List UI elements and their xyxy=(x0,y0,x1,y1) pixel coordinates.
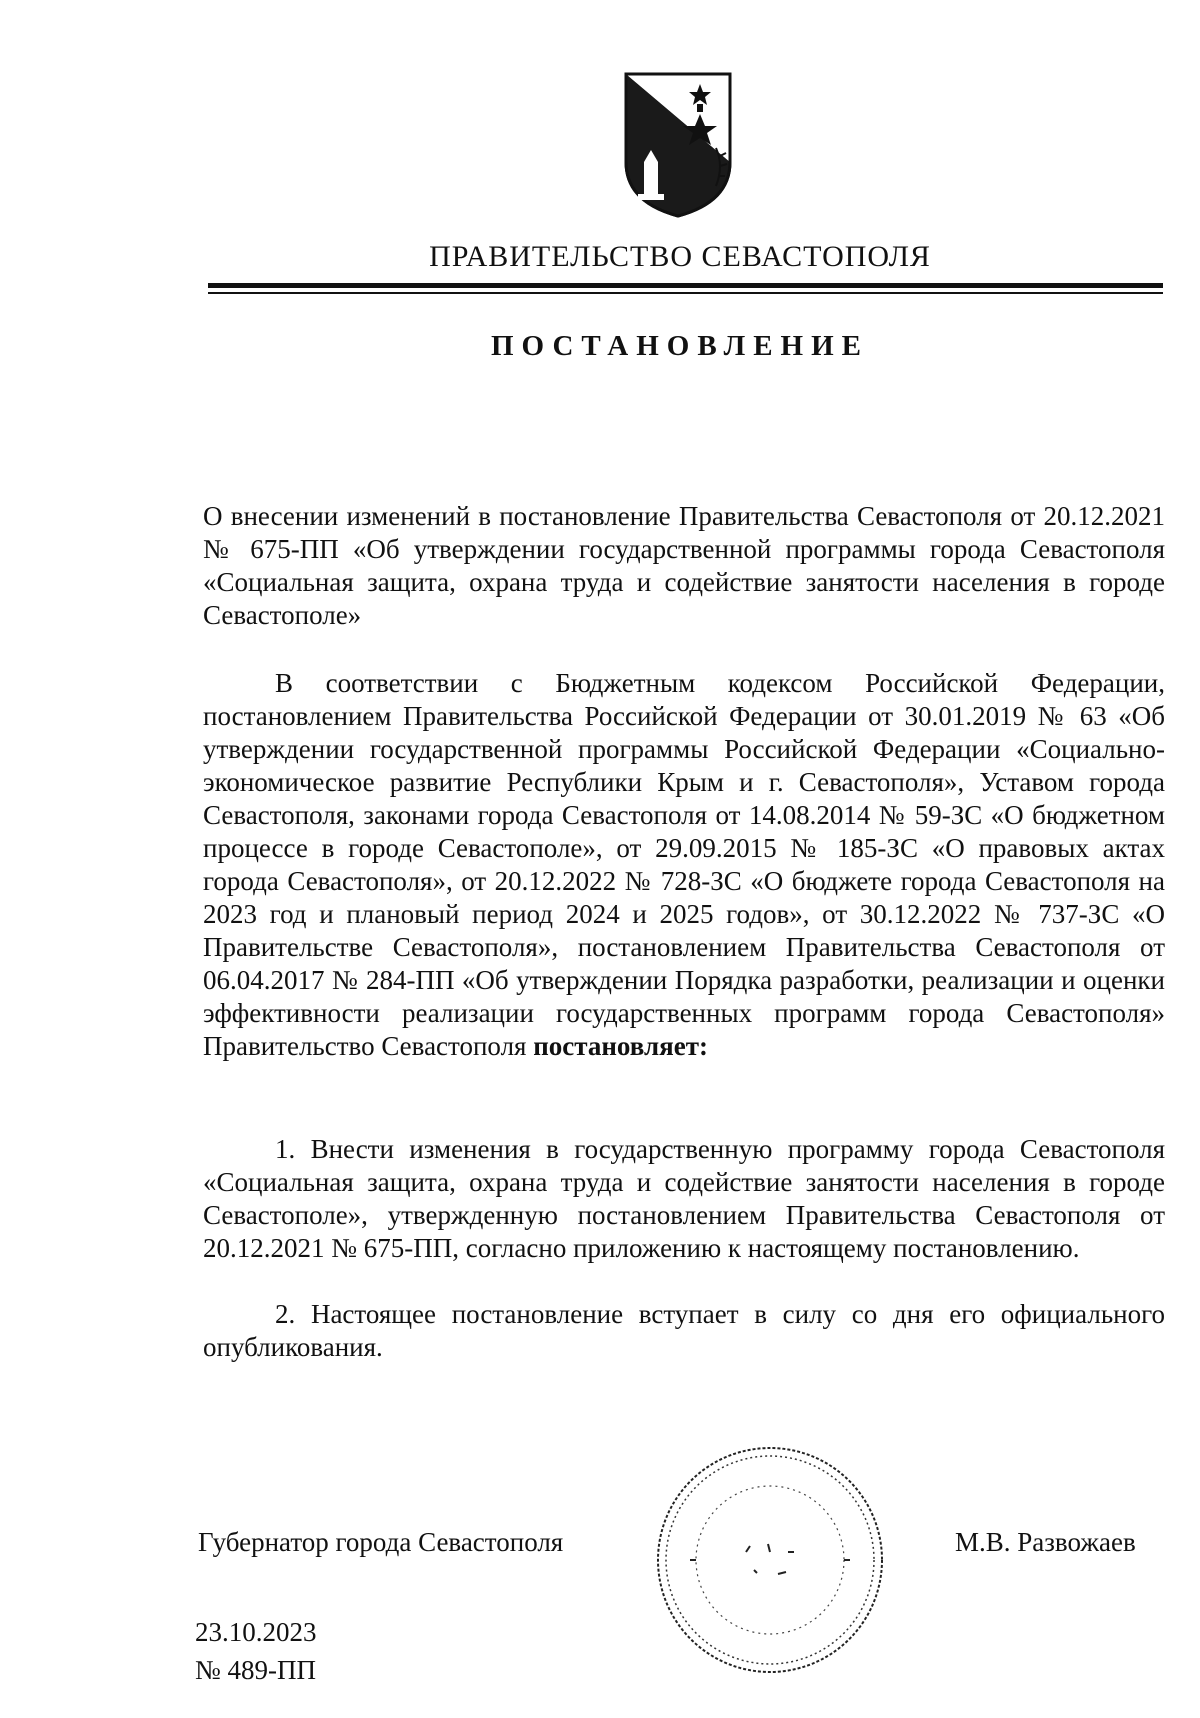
list-item: 2. Настоящее постановление вступает в силу со дня его официального опубликования. xyxy=(203,1299,1165,1362)
header-rule-thin xyxy=(208,292,1163,294)
document-subject: О внесении изменений в постановление Правительства Севастополя от 20.12.2021 № 675-ПП «Об утверждении государственной программы города Севастополя «Социальная защита, охрана труда и содействие занятости населения в городе Севастополе» xyxy=(203,501,1165,630)
official-seal-icon xyxy=(650,1440,890,1680)
document-date: 23.10.2023 xyxy=(195,1617,317,1647)
document-number: № 489-ПП xyxy=(195,1655,316,1685)
signatory-name: М.В. Развожаев xyxy=(955,1527,1136,1557)
decree-word: постановляет: xyxy=(533,1031,708,1061)
list-item: 1. Внести изменения в государственную программу города Севастополя «Социальная защита, охрана труда и содействие занятости населения в городе Севастополе», утвержденную постановлением Правительства Севастополя от 20.12.2021 № 675-ПП, согласно приложению к настоящему постановлению. xyxy=(203,1134,1165,1263)
header-rule-thick xyxy=(208,283,1163,288)
preamble-paragraph xyxy=(203,667,1165,1063)
preamble-text: В соответствии с Бюджетным кодексом Российской Федерации, постановлением Правительства Российской Федерации от 30.01.2019 № 63 «Об утверждении государственной программы Российской Федерации «Социально-экономическое развитие Республики Крым и г. Севастополя», Уставом города Севастополя, законами города Севастополя от 14.08.2014 № 59-ЗС «О бюджетном процессе в городе Севастополе», от 29.09.2015 № 185-ЗС «О правовых актах города Севастополя», от 20.12.2022 № 728-ЗС «О бюджете города Севастополя на 2023 год и плановый период 2024 и 2025 годов», от 30.12.2022 № 737-ЗС «О Правительстве Севастополя», постановлением Правительства Севастополя от 06.04.2017 № 284-ПП «Об утверждении Порядка разработки, реализации и оценки эффективности реализации государственных программ города Севастополя» Правительство Севастополя xyxy=(203,668,1165,1061)
document-type: ПОСТАНОВЛЕНИЕ xyxy=(490,330,869,362)
signatory-position: Губернатор города Севастополя xyxy=(198,1527,564,1557)
coat-of-arms-icon xyxy=(620,70,736,218)
issuing-authority: ПРАВИТЕЛЬСТВО СЕВАСТОПОЛЯ xyxy=(429,240,931,273)
